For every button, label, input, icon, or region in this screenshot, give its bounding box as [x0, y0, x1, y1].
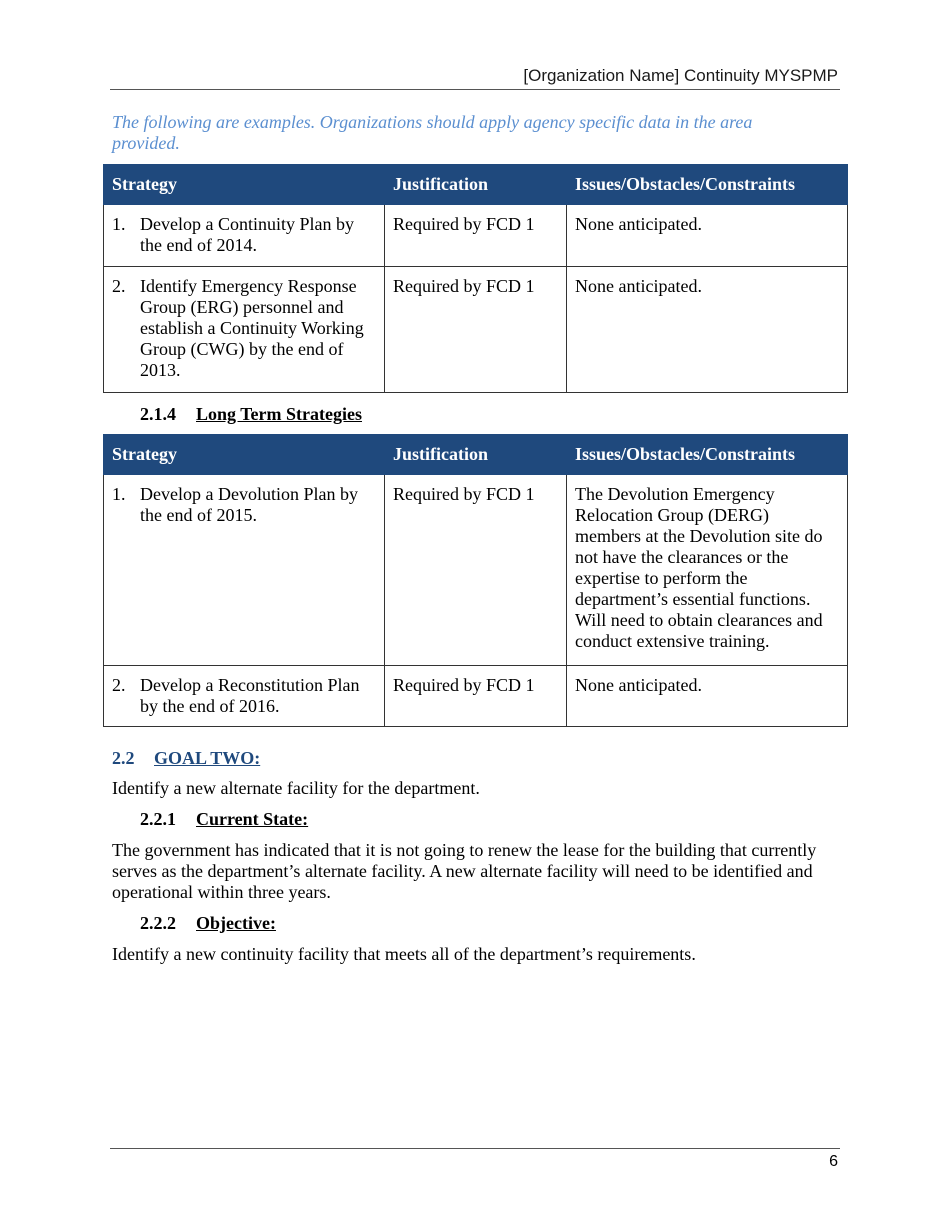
- current-state-paragraph: The government has indicated that it is not going to renew the lease for the building that currently serves as the department’s alternate facility. A new alternate facility will need to be identified and operational within three years.: [112, 840, 817, 902]
- section-heading-2-1-4: [140, 404, 362, 425]
- short-term-strategies-table: [103, 164, 848, 393]
- section-heading-2-2: [112, 748, 260, 769]
- item-number: 1.: [112, 214, 126, 234]
- issues-cell: The Devolution Emergency Relocation Group (DERG) members at the Devolution site do not have the clearances or the expertise to perform the department’s essential functions. Will need to obtain clearances and conduct extensive training.: [567, 475, 848, 666]
- column-header-strategy: Strategy: [104, 435, 385, 475]
- column-header-issues: Issues/Obstacles/Constraints: [567, 435, 848, 475]
- issues-cell: None anticipated.: [567, 205, 848, 267]
- justification-cell: Required by FCD 1: [385, 267, 567, 393]
- item-number: 1.: [112, 484, 126, 504]
- section-number: 2.1.4: [140, 404, 176, 424]
- section-title: Current State:: [196, 809, 309, 829]
- strategy-text: Identify Emergency Response Group (ERG) personnel and establish a Continuity Working Group (CWG) by the end of 2013.: [140, 276, 364, 380]
- strategy-text: Develop a Reconstitution Plan by the end of 2016.: [140, 675, 360, 716]
- objective-paragraph: Identify a new continuity facility that meets all of the department’s requirements.: [112, 944, 696, 964]
- table-row: [104, 205, 848, 267]
- item-number: 2.: [112, 675, 126, 695]
- table-row: [104, 666, 848, 727]
- issues-cell: None anticipated.: [567, 666, 848, 727]
- column-header-justification: Justification: [385, 165, 567, 205]
- section-number: 2.2: [112, 748, 135, 768]
- strategy-text: Develop a Continuity Plan by the end of 2014.: [140, 214, 354, 255]
- strategy-cell: [104, 267, 385, 393]
- footer-divider: [110, 1148, 840, 1149]
- column-header-strategy: Strategy: [104, 165, 385, 205]
- intro-note: The following are examples. Organizations should apply agency specific data in the area provided.: [112, 112, 753, 153]
- table-row: [104, 475, 848, 666]
- strategy-cell: [104, 666, 385, 727]
- section-number: 2.2.1: [140, 809, 176, 829]
- section-title: GOAL TWO:: [154, 748, 261, 768]
- section-heading-2-2-2: [140, 913, 276, 934]
- goal-description: Identify a new alternate facility for the department.: [112, 778, 480, 798]
- running-header: [Organization Name] Continuity MYSPMP: [523, 66, 838, 85]
- strategy-cell: [104, 205, 385, 267]
- page-number: 6: [829, 1153, 838, 1170]
- table-header-row: [104, 165, 848, 205]
- section-title: Long Term Strategies: [196, 404, 362, 424]
- table-header-row: [104, 435, 848, 475]
- section-number: 2.2.2: [140, 913, 176, 933]
- justification-cell: Required by FCD 1: [385, 205, 567, 267]
- strategy-cell: [104, 475, 385, 666]
- column-header-issues: Issues/Obstacles/Constraints: [567, 165, 848, 205]
- column-header-justification: Justification: [385, 435, 567, 475]
- justification-cell: Required by FCD 1: [385, 475, 567, 666]
- section-heading-2-2-1: [140, 809, 308, 830]
- table-row: [104, 267, 848, 393]
- item-number: 2.: [112, 276, 126, 296]
- issues-cell: None anticipated.: [567, 267, 848, 393]
- strategy-text: Develop a Devolution Plan by the end of 2015.: [140, 484, 358, 525]
- section-title: Objective:: [196, 913, 276, 933]
- header-divider: [110, 89, 840, 90]
- long-term-strategies-table: [103, 434, 848, 727]
- justification-cell: Required by FCD 1: [385, 666, 567, 727]
